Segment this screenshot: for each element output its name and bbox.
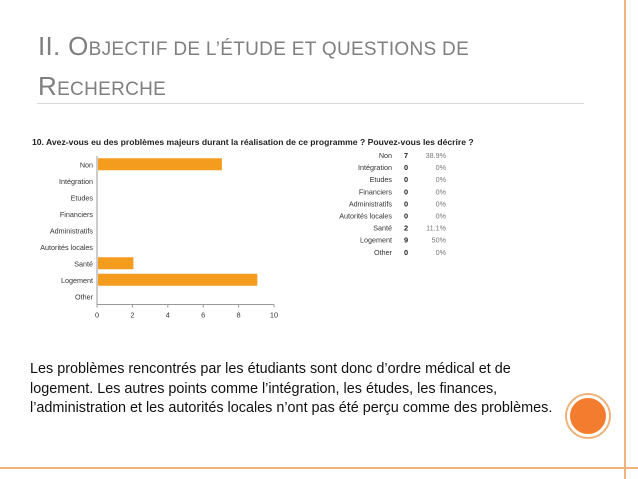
table-count: 0 [403,163,409,173]
chart-title: 10. Avez-vous eu des problèmes majeurs durant la réalisation de ce programme ? Pouvez-vous les décrire ? [32,137,474,147]
table-percentage: 0% [435,199,446,209]
table-percentage: 0% [435,187,446,197]
title-part: II. O [38,31,89,61]
x-tick-label: 10 [269,310,279,320]
category-labels [40,160,93,301]
table-category-label: Intégration [358,163,392,173]
table-percentage: 50% [431,235,446,245]
table-category-label: Etudes [369,175,392,185]
x-tick-label: 0 [94,310,100,320]
category-label: Etudes [70,193,93,203]
category-label: Financiers [59,209,93,219]
title-part-small: BJECTIF DE L’ÉTUDE ET QUESTIONS DE [88,39,470,60]
table-category-label: Financiers [358,187,392,197]
table-count: 0 [403,187,409,197]
table-count: 0 [403,199,409,209]
title-part-small: ECHERCHE [57,79,167,100]
table-count: 0 [403,211,409,221]
table-category-label: Other [374,247,392,257]
table-count: 2 [403,223,409,233]
table-category-label: Santé [373,223,392,233]
bar-chart [28,130,588,350]
x-tick-label: 8 [236,310,241,320]
value-table [339,151,446,257]
x-tick-label: 4 [165,310,170,320]
table-count: 0 [403,175,409,185]
table-count: 9 [403,235,409,245]
category-label: Intégration [59,176,93,186]
table-count: 0 [403,247,409,257]
table-category-label: Logement [360,235,392,245]
chart-bars [98,158,257,286]
table-percentage: 38.9% [425,151,446,160]
table-percentage: 0% [435,163,446,173]
table-count: 7 [403,151,409,160]
x-tick-labels [95,311,278,320]
category-label: Logement [61,275,93,285]
category-label: Autorités locales [40,242,93,252]
table-percentage: 0% [435,247,446,257]
table-category-label: Administratifs [348,199,392,209]
title-part: R [38,71,58,101]
slide-border-bottom [0,467,638,469]
table-percentage: 0% [435,175,446,185]
category-label: Other [75,292,93,302]
category-label: Administratifs [49,226,93,236]
category-label: Santé [74,259,93,269]
category-label: Non [79,160,93,170]
bar [98,257,133,269]
slide-border-right [624,0,626,479]
slide-title [38,28,578,108]
table-percentage: 0% [435,211,446,221]
title-divider [37,103,584,104]
bar [98,158,222,170]
decorative-circle [567,395,609,437]
x-tick-label: 6 [201,310,206,320]
table-category-label: Non [378,151,392,160]
table-category-label: Autorités locales [339,211,392,221]
table-percentage: 11.1% [426,223,446,233]
caption-text: Les problèmes rencontrés par les étudiants sont donc d’ordre médical et de logement. Les autres points comme l’intégration, les études, les finances, l’administration et les autorités locales n’ont pas été perçu comme des problèmes. [30,361,553,416]
x-tick-label: 2 [130,310,135,320]
bar [98,274,257,286]
